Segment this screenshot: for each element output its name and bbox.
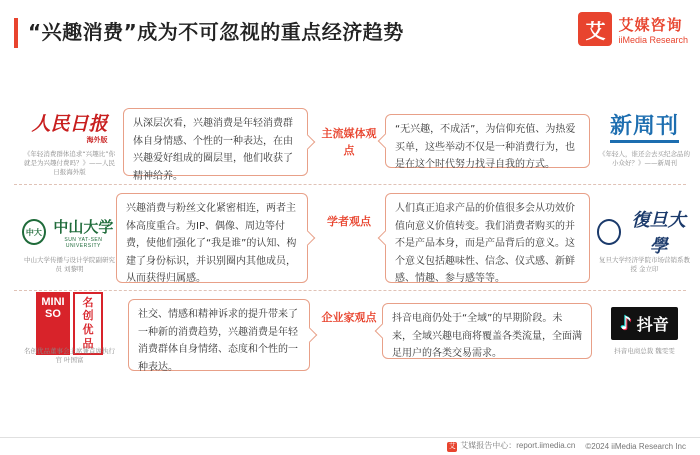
people-daily-logo: 人民日报 海外版 [31, 113, 108, 144]
quote-box: 抖音电商仍处于“全域”的早期阶段。未来，全域兴趣电商将覆盖各类流量，全面满足用户的各类交易需求。 [382, 303, 592, 359]
quote-box: 社交、情感和精神诉求的提升带来了一种新的消费趋势，兴趣消费是年轻消费群体自身情绪、态度和个性的一种表达。 [128, 299, 310, 371]
quote-box: 人们真正追求产品的价值很多会从功效价值向意义价值转变。我们消费者购买的并不是产品本身，而是产品背后的意义。这个意义包括趣味性、信念、仪式感、新鲜感、情趣、参与感等等。 [385, 193, 590, 283]
quote-box: “无兴趣，不成活”，为信仰充值、为热爱买单，这些举动不仅是一种消费行为，也是在这个时代努力找寻自我的方式。 [385, 114, 590, 168]
brand-mark-icon: 艾 [578, 12, 612, 46]
sysu-logo: 中大 中山大学 SUN YAT-SEN UNIVERSITY [22, 216, 117, 249]
quote-box: 从深层次看，兴趣消费是年轻消费群体自身情感、个性的一种表达，在由兴趣爱好组成的圈层里，他们收获了精神给养。 [123, 108, 308, 176]
fudan-seal-icon [597, 219, 621, 245]
source-fudan [597, 212, 692, 274]
brand-name: 艾媒咨询 [618, 15, 683, 34]
source-new-weekly [597, 106, 692, 168]
source-caption: 《年轻消费群体追求“兴趣比”你就是为兴趣付费吗？》——人民日报海外版 [23, 150, 116, 176]
brand-name-en: iiMedia Research [618, 34, 688, 45]
footer [447, 440, 686, 452]
row-divider [14, 184, 686, 185]
source-caption: 《年轻人，谁还会去买纪念品的小众好？》——新周刊 [599, 150, 690, 167]
source-sysu [22, 212, 117, 274]
category-label: 主流媒体观点 [321, 127, 377, 157]
fudan-logo: 復旦大學 [597, 206, 692, 258]
miniso-logo: MINI SO 名创优品 [36, 292, 103, 355]
brand-logo [578, 12, 688, 46]
category-label: 学者观点 [327, 215, 371, 228]
footer-copyright: ©2024 iiMedia Research Inc [585, 441, 686, 451]
footer-link[interactable]: 艾媒报告中心：report.iimedia.cn [460, 441, 576, 450]
douyin-logo: ♪ 抖音 [611, 307, 678, 340]
source-caption: 抖音电商总裁 魏雯雯 [614, 347, 675, 355]
report-center-icon: 艾 [448, 443, 456, 450]
quote-box: 兴趣消费与粉丝文化紧密相连，两者主体高度重合。为IP、偶像、周边等付费，使他们强化了“我是谁”的认知、构建了身份标识，并识别圈内其他成员，从而获得归属感。 [116, 193, 308, 283]
source-douyin [597, 303, 692, 356]
sysu-seal-icon: 中大 [22, 219, 46, 245]
source-caption: 中山大学传播与设计学院副研究员 刘黎明 [24, 256, 115, 273]
new-weekly-logo: 新周刊 [610, 109, 679, 143]
page-title: “兴趣消费”成为不可忽视的重点经济趋势 [28, 20, 404, 44]
source-miniso [22, 295, 117, 365]
source-people-daily [22, 106, 117, 176]
title-accent-bar [14, 18, 18, 48]
source-caption: 复旦大学经济学院市场营销系教授 金立印 [599, 256, 690, 273]
row-divider [14, 290, 686, 291]
category-label: 企业家观点 [321, 311, 377, 324]
footer-divider [0, 437, 700, 438]
source-caption: 名创优品董事会主席兼首席执行官 叶国富 [24, 347, 115, 364]
douyin-note-icon: ♪ [620, 312, 632, 334]
